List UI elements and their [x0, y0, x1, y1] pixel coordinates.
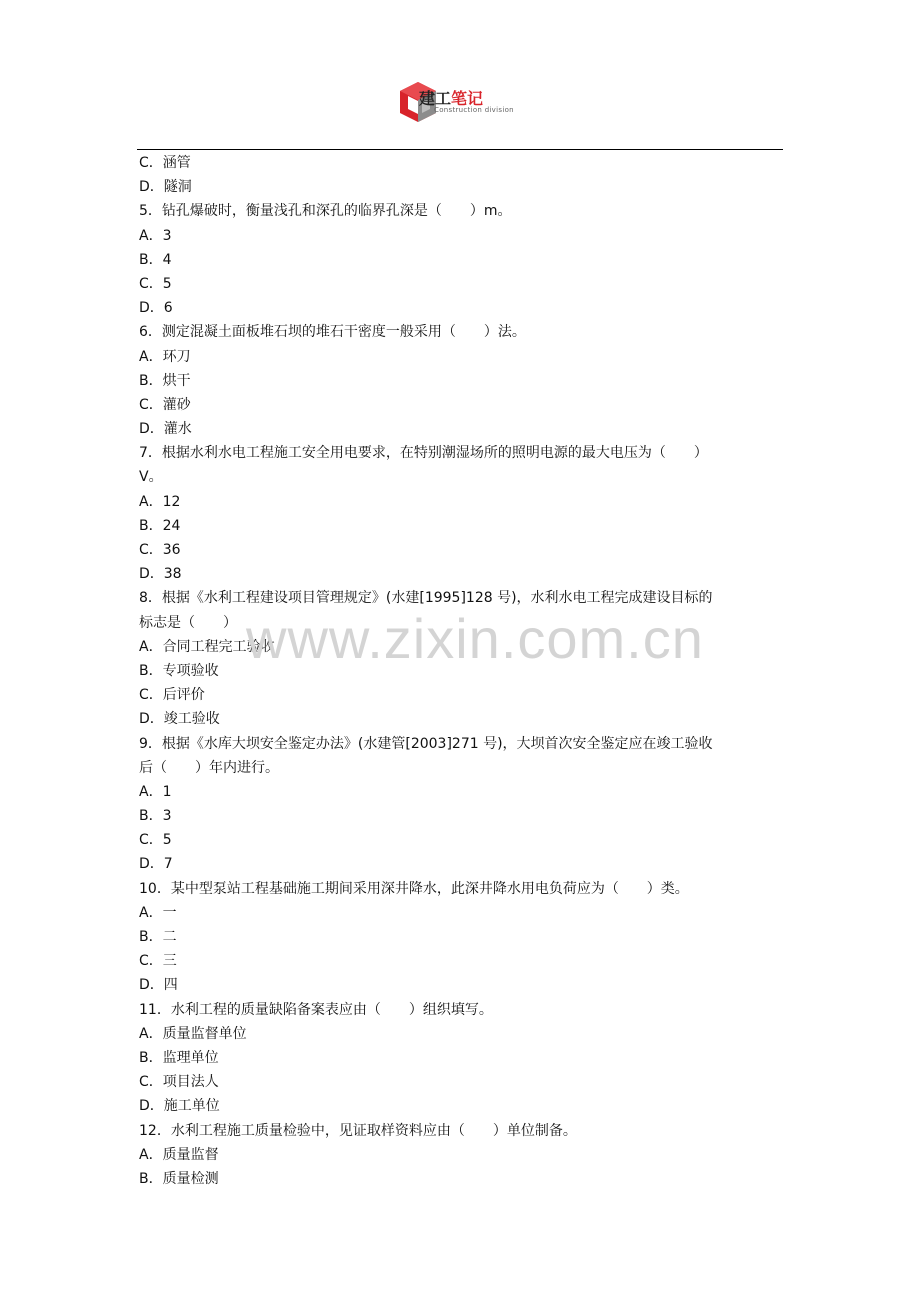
text-line: 11．水利工程的质量缺陷备案表应由（ ）组织填写。	[139, 1001, 493, 1018]
text-line: C．后评价	[139, 687, 205, 704]
watermark-text: www.zixin.com.cn	[246, 607, 704, 670]
text-line: C．5	[139, 275, 172, 292]
text-line: A．12	[139, 493, 181, 510]
text-line: 9．根据《水库大坝安全鉴定办法》(水建管[2003]271 号)，大坝首次安全鉴定应在竣工验收	[139, 735, 713, 752]
text-line: B．4	[139, 251, 172, 268]
text-line: V。	[139, 469, 163, 486]
text-line: B．二	[139, 929, 177, 945]
text-line: A．质量监督单位	[139, 1025, 247, 1042]
text-line: A．1	[139, 783, 172, 800]
header-rule	[137, 149, 783, 150]
text-line: C．灌砂	[139, 396, 191, 413]
text-line: 12．水利工程施工质量检验中，见证取样资料应由（ ）单位制备。	[139, 1122, 577, 1139]
text-line: D．7	[139, 856, 173, 873]
text-line: 5．钻孔爆破时，衡量浅孔和深孔的临界孔深是（ ）m。	[139, 203, 512, 220]
brand-name-part2: 笔记	[451, 89, 484, 108]
text-line: B．专项验收	[139, 662, 219, 679]
text-line: B．质量检测	[139, 1170, 219, 1187]
text-line: C．涵管	[139, 155, 191, 171]
text-line: 8．根据《水利工程建设项目管理规定》(水建[1995]128 号)，水利水电工程完成建设目标的	[139, 590, 713, 607]
brand-name-part1: 建工	[419, 89, 452, 108]
text-line: 6．测定混凝土面板堆石坝的堆石干密度一般采用（ ）法。	[139, 324, 526, 341]
brand-subtitle: Construction division	[434, 106, 514, 114]
text-line: C．5	[139, 832, 172, 849]
text-line: D．施工单位	[139, 1098, 220, 1115]
text-line: B．烘干	[139, 372, 191, 389]
text-line: B．24	[139, 517, 181, 534]
text-line: B．3	[139, 808, 172, 825]
text-line: D．6	[139, 300, 173, 317]
text-line: D．38	[139, 566, 182, 583]
text-line: 7．根据水利水电工程施工安全用电要求，在特别潮湿场所的照明电源的最大电压为（ ）	[139, 445, 708, 462]
text-line: D．竣工验收	[139, 711, 220, 728]
text-line: C．项目法人	[139, 1074, 219, 1091]
text-line: 标志是（ ）	[139, 614, 237, 631]
text-line: A．环刀	[139, 348, 191, 365]
text-line: D．四	[139, 977, 178, 994]
text-line: A．一	[139, 904, 177, 921]
page-header	[0, 0, 920, 150]
text-line: 10．某中型泵站工程基础施工期间采用深井降水，此深井降水用电负荷应为（ ）类。	[139, 880, 689, 897]
text-line: B．监理单位	[139, 1049, 219, 1066]
text-line: A．合同工程完工验收	[139, 638, 275, 655]
text-line: C．36	[139, 542, 181, 558]
text-line: D．灌水	[139, 421, 192, 438]
text-line: A．3	[139, 227, 172, 244]
question-list	[139, 151, 785, 1191]
text-line: D．隧洞	[139, 179, 192, 196]
text-line: 后（ ）年内进行。	[139, 759, 279, 776]
text-line: C．三	[139, 953, 177, 970]
text-line: A．质量监督	[139, 1146, 219, 1163]
